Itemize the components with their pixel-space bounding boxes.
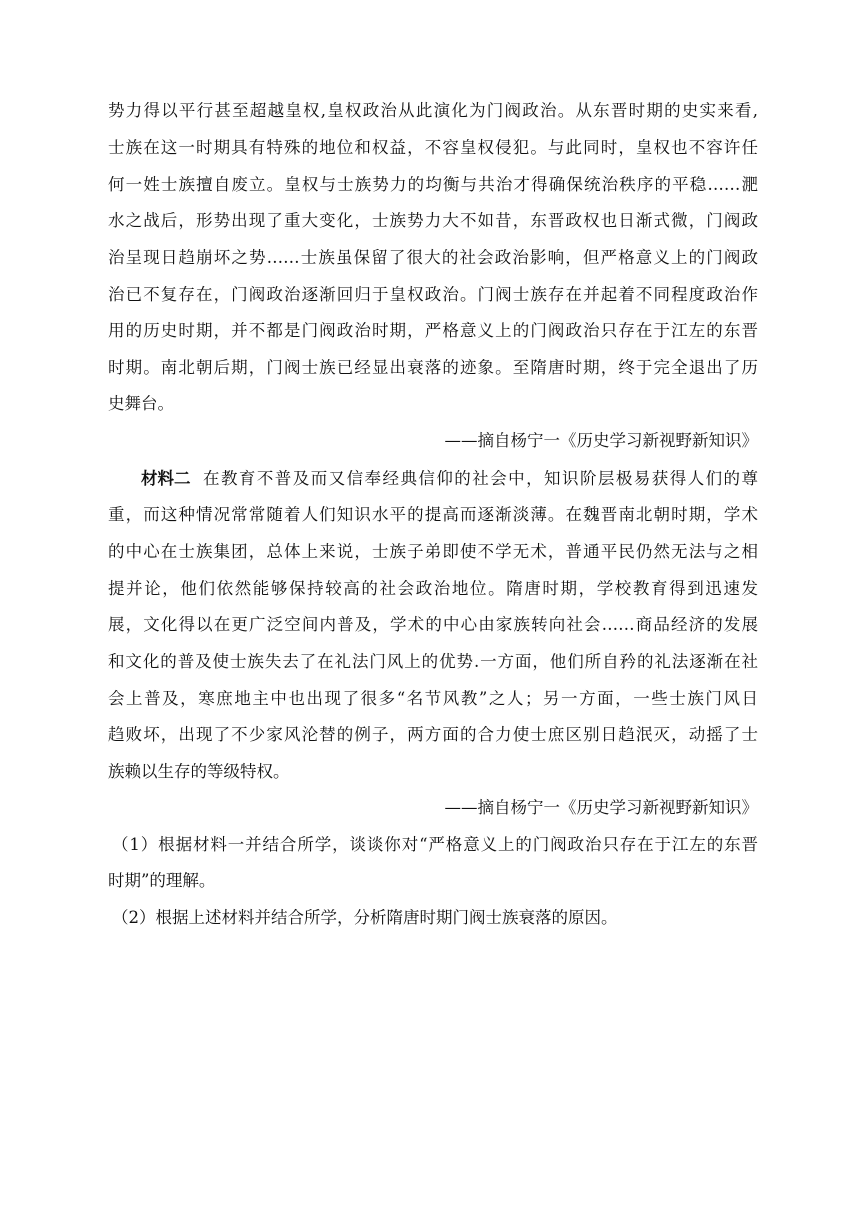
source-citation: ——摘自杨宁一《历史学习新视野新知识》 — [444, 431, 758, 450]
question-line: （1）根据材料一并结合所学，谈谈你对“严格意义上的门阀政治只存在于江左的东晋 — [112, 835, 758, 854]
paragraph-line: 势力得以平行甚至超越皇权,皇权政治从此演化为门阀政治。从东晋时期的史实来看, — [108, 101, 758, 120]
paragraph-line: 时期。南北朝后期，门阀士族已经显出衰落的迹象。至隋唐时期，终于完全退出了历 — [108, 358, 758, 377]
paragraph-line: 治呈现日趋崩坏之势……士族虽保留了很大的社会政治影响，但严格意义上的门阀政 — [108, 248, 758, 267]
paragraph-line: 会上普及，寒庶地主中也出现了很多“名节风教”之人；另一方面，一些士族门风日 — [108, 689, 758, 708]
paragraph-line: 展，文化得以在更广泛空间内普及，学术的中心由家族转向社会……商品经济的发展 — [108, 615, 758, 634]
paragraph-line: 重，而这种情况常常随着人们知识水平的提高而逐渐淡薄。在魏晋南北朝时期，学术 — [108, 505, 758, 524]
paragraph-line: 提并论，他们依然能够保持较高的社会政治地位。隋唐时期，学校教育得到迅速发 — [108, 579, 758, 598]
material-two-label: 材料二 — [141, 469, 191, 488]
paragraph-line: 在教育不普及而又信奉经典信仰的社会中，知识阶层极易获得人们的尊 — [203, 469, 758, 488]
paragraph-line: 士族在这一时期具有特殊的地位和权益，不容皇权侵犯。与此同时，皇权也不容许任 — [108, 138, 758, 157]
paragraph-line: 和文化的普及使士族失去了在礼法门风上的优势.一方面，他们所自矜的礼法逐渐在社 — [108, 652, 758, 671]
question-two: （2）根据上述材料并结合所学，分析隋唐时期门阀士族衰落的原因。 — [112, 908, 618, 927]
paragraph-line: 用的历史时期，并不都是门阀政治时期，严格意义上的门阀政治只存在于江左的东晋 — [108, 321, 758, 340]
paragraph-line: 水之战后，形势出现了重大变化，士族势力大不如昔，东晋政权也日渐式微，门阀政 — [108, 211, 758, 230]
paragraph-line: 的中心在士族集团，总体上来说，士族子弟即使不学无术，普通平民仍然无法与之相 — [108, 542, 758, 561]
paragraph-line: 趋败坏，出现了不少家风沦替的例子，两方面的合力使士庶区别日趋泯灭，动摇了士 — [108, 725, 758, 744]
paragraph-line: 何一姓士族擅自废立。皇权与士族势力的均衡与共治才得确保统治秩序的平稳……淝 — [108, 175, 758, 194]
paragraph-line: 治已不复存在，门阀政治逐渐回归于皇权政治。门阀士族存在并起着不同程度政治作 — [108, 285, 758, 304]
paragraph-line: 史舞台。 — [108, 394, 174, 413]
paragraph-line: 族赖以生存的等级特权。 — [108, 762, 290, 781]
question-line: 时期”的理解。 — [108, 871, 216, 890]
source-citation: ——摘自杨宁一《历史学习新视野新知识》 — [444, 798, 758, 817]
